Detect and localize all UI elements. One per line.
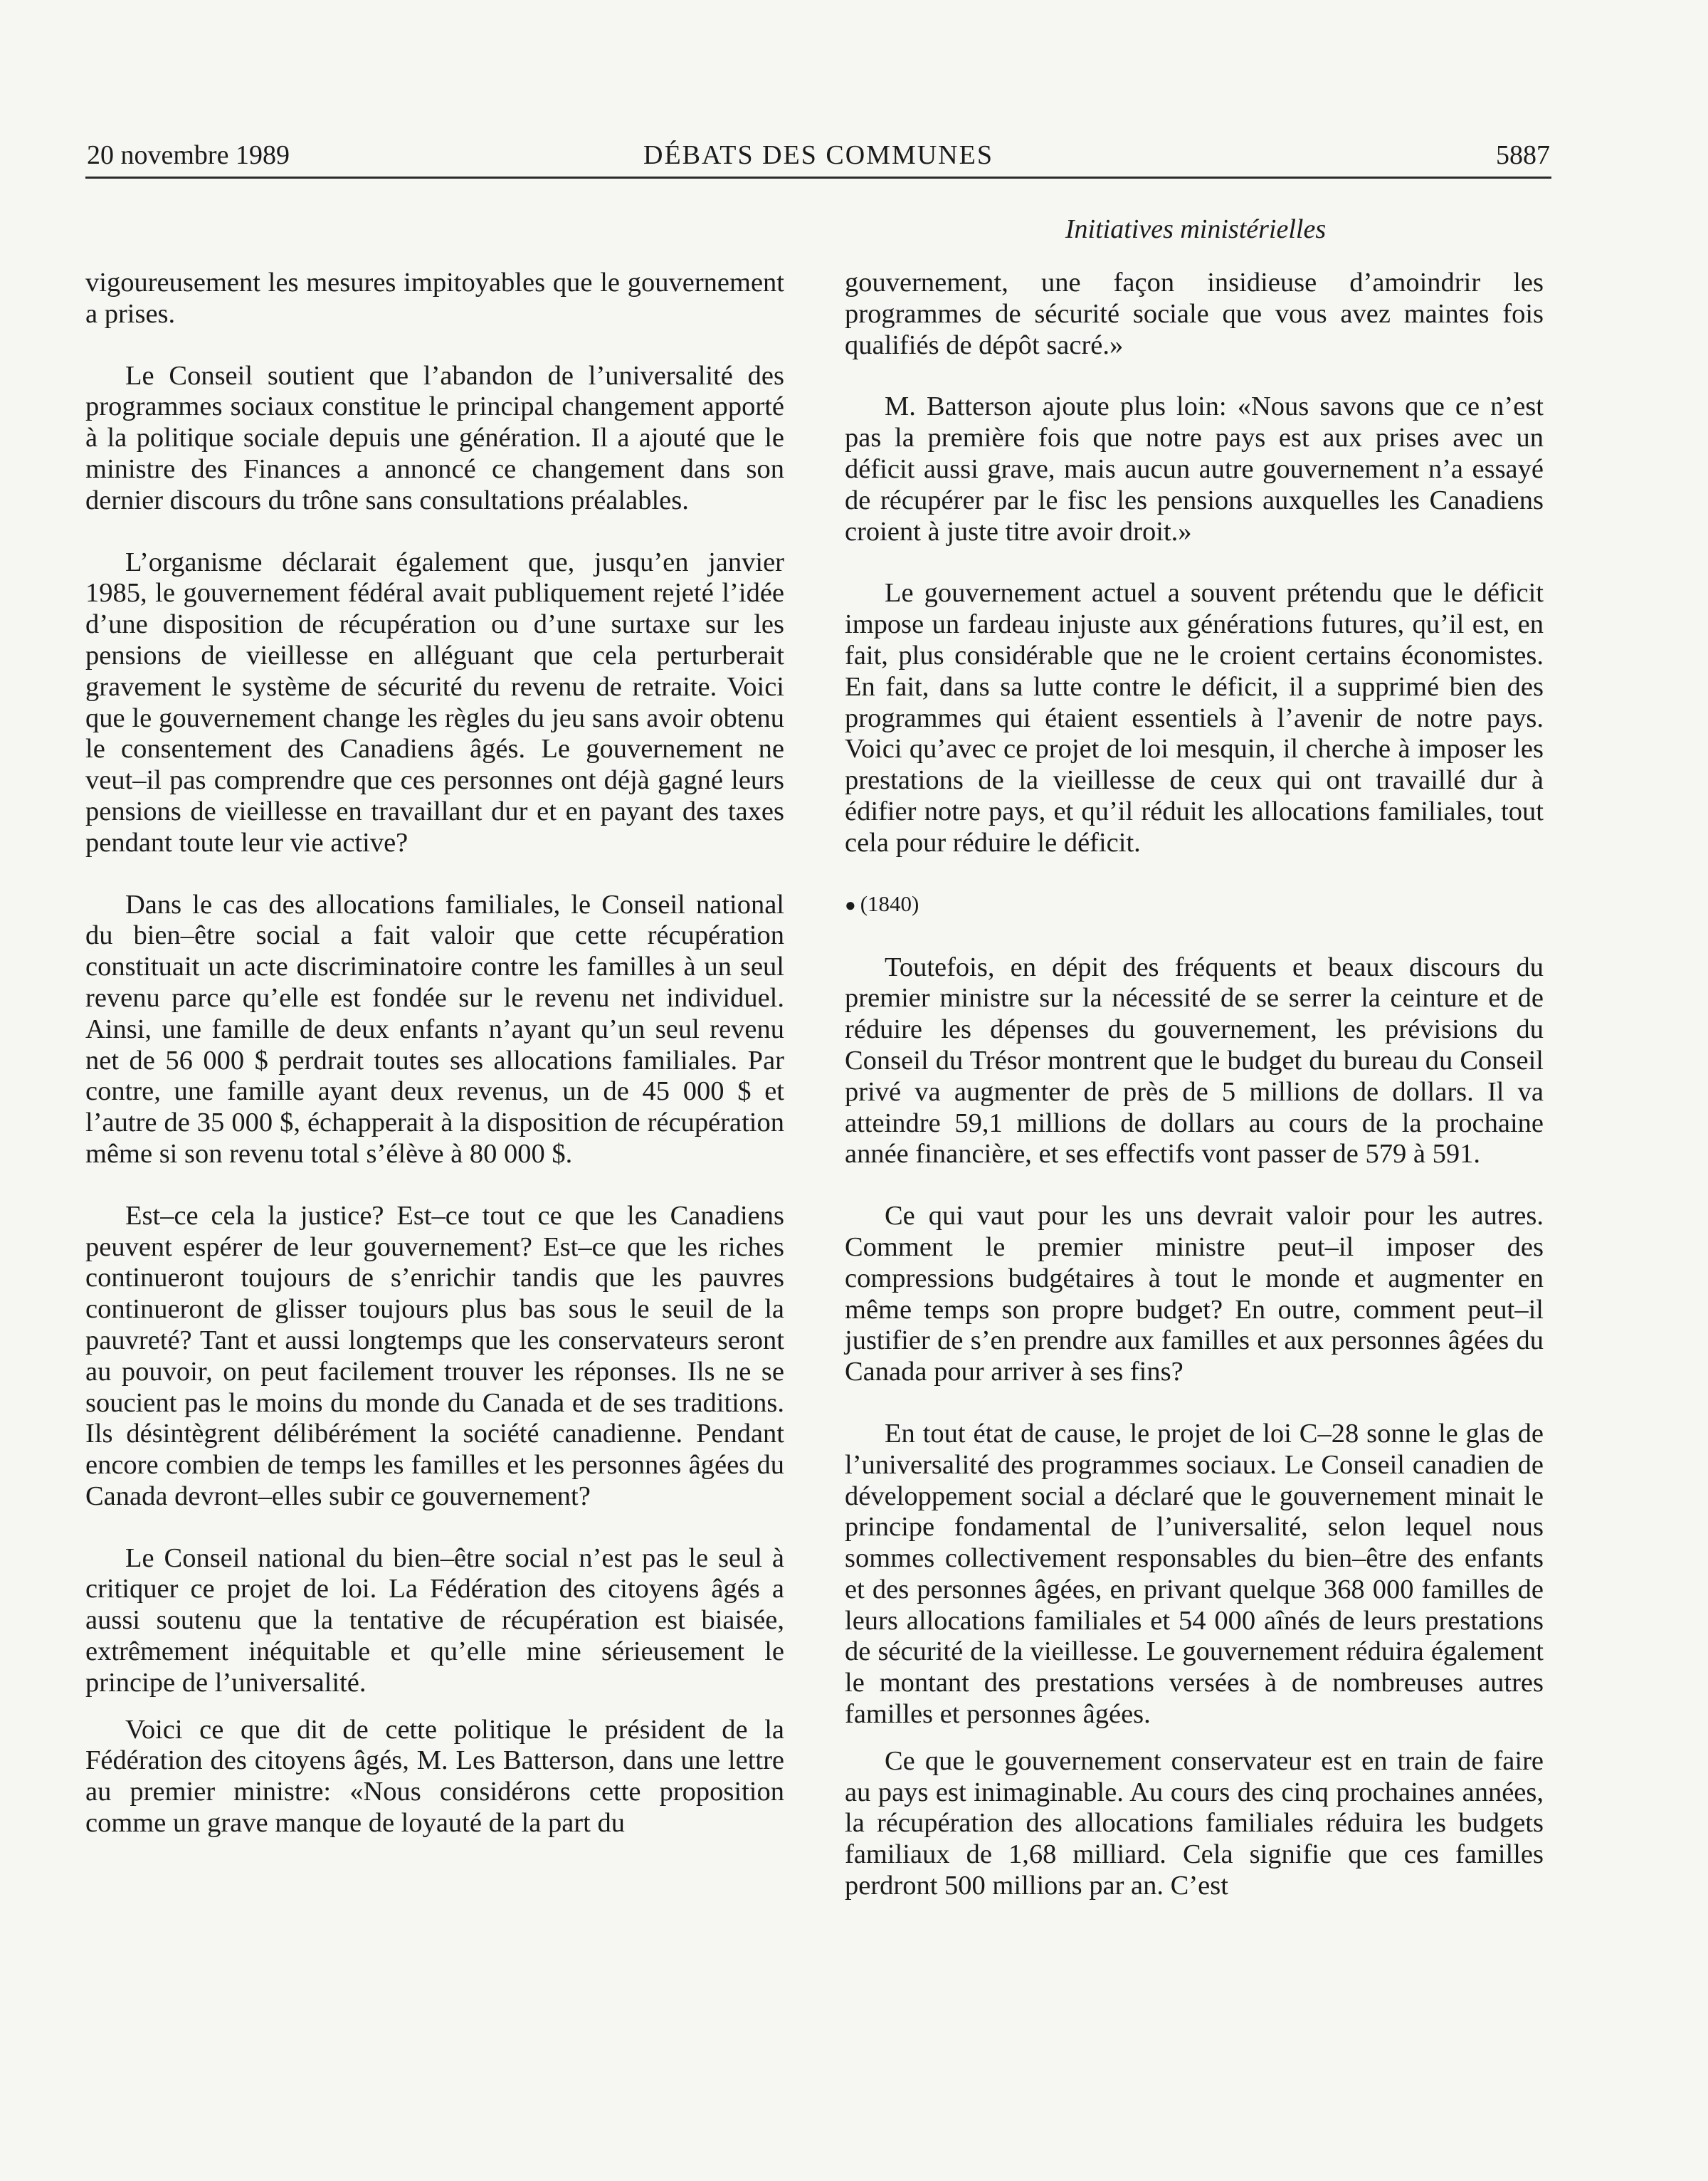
header-title: DÉBATS DES COMMUNES (643, 140, 993, 170)
left-column (85, 268, 784, 1870)
paragraph: Est–ce cela la justice? Est–ce tout ce que les Canadiens peuvent espérer de leur gouvernement? Est–ce que les riches continueront toujours de s’enrichir tandis que les pauvres continueront de glisser toujours plus bas sous le seuil de la pauvreté? Tant et aussi longtemps que les conservateurs seront au pouvoir, on peut facilement trouver les réponses. Ils ne se soucient pas le moins du monde du Canada et de ses traditions. Ils désintègrent délibérément la société canadienne. Pendant encore combien de temps les familles et les personnes âgées du Canada devront–elles subir ce gouvernement? (85, 1200, 784, 1511)
page-number: 5887 (1496, 140, 1550, 170)
paragraph: En tout état de cause, le projet de loi C–28 sonne le glas de l’universalité des programmes sociaux. Le Conseil canadien de développement social a déclaré que le gouvernement minait le principe fondamental de l’universalité, selon lequel nous sommes collectivement responsables du bien–être des enfants et des personnes âgées, en privant quelque 368 000 familles de leurs allocations familiales et 54 000 aînés de leurs prestations de sécurité de la vieillesse. Le gouvernement réduira également le montant des prestations versées à de nombreuses autres familles et personnes âgées. (845, 1418, 1544, 1730)
paragraph: Le Conseil soutient que l’abandon de l’universalité des programmes sociaux constitue le principal changement apporté à la politique sociale depuis une génération. Il a ajouté que le ministre des Finances a annoncé ce changement dans son dernier discours du trône sans consultations préalables. (85, 360, 784, 515)
paragraph: Le gouvernement actuel a souvent prétendu que le déficit impose un fardeau injuste aux générations futures, qu’il est, en fait, plus considérable que ne le croient certains économistes. En fait, dans sa lutte contre le déficit, il a supprimé bien des programmes qui étaient essentiels à l’avenir de notre pays. Voici qu’avec ce projet de loi mesquin, il cherche à imposer les prestations de la vieillesse de ceux qui ont travaillé dur à édifier notre pays, et qu’il réduit les allocations familiales, tout cela pour réduire le déficit. (845, 578, 1544, 858)
paragraph: Voici ce que dit de cette politique le président de la Fédération des citoyens âgés, M. Les Batterson, dans une lettre au premier ministre: «Nous considérons cette proposition comme un grave manque de loyauté de la part du (85, 1714, 784, 1839)
header-date: 20 novembre 1989 (87, 140, 290, 170)
paragraph: Dans le cas des allocations familiales, le Conseil national du bien–être social a fait valoir que cette récupération constituait un acte discriminatoire contre les familles à un seul revenu parce qu’elle est fondée sur le revenu net individuel. Ainsi, une famille de deux enfants n’ayant qu’un seul revenu net de 56 000 $ perdrait toutes ses allocations familiales. Par contre, une famille ayant deux revenus, un de 45 000 $ et l’autre de 35 000 $, échapperait à la disposition de récupération même si son revenu total s’élève à 80 000 $. (85, 889, 784, 1169)
right-column (845, 268, 1544, 1933)
paragraph: gouvernement, une façon insidieuse d’amoindrir les programmes de sécurité sociale que vous avez maintes fois qualifiés de dépôt sacré.» (845, 268, 1544, 360)
time-marker-text: (1840) (860, 890, 919, 916)
bullet-icon: ● (845, 894, 856, 915)
paragraph: Ce que le gouvernement conservateur est en train de faire au pays est inimaginable. Au cours des cinq prochaines années, la récupération des allocations familiales réduira les budgets familiaux de 1,68 milliard. Cela signifie que ces familles perdront 500 millions par an. C’est (845, 1745, 1544, 1901)
paragraph: Le Conseil national du bien–être social n’est pas le seul à critiquer ce projet de loi. La Fédération des citoyens âgés a aussi soutenu que la tentative de récupération est biaisée, extrêmement inéquitable et qu’elle mine sérieusement le principe de l’universalité. (85, 1543, 784, 1698)
time-marker (845, 890, 1544, 920)
paragraph: Toutefois, en dépit des fréquents et beaux discours du premier ministre sur la nécessité de se serrer la ceinture et de réduire les dépenses du gouvernement, les prévisions du Conseil du Trésor montrent que le budget du bureau du Conseil privé va augmenter de près de 5 millions de dollars. Il va atteindre 59,1 millions de dollars au cours de la prochaine année financière, et ses effectifs vont passer de 579 à 591. (845, 952, 1544, 1170)
paragraph: M. Batterson ajoute plus loin: «Nous savons que ce n’est pas la première fois que notre pays est aux prises avec un déficit aussi grave, mais aucun autre gouvernement n’a essayé de récupérer par le fisc les pensions auxquelles les Canadiens croient à juste titre avoir droit.» (845, 391, 1544, 547)
paragraph: vigoureusement les mesures impitoyables que le gouvernement a prises. (85, 268, 784, 329)
paragraph: Ce qui vaut pour les uns devrait valoir pour les autres. Comment le premier ministre peut–il imposer des compressions budgétaires à tout le monde et augmenter en même temps son propre budget? En outre, comment peut–il justifier de s’en prendre aux familles et aux personnes âgées du Canada pour arriver à ses fins? (845, 1201, 1544, 1387)
running-header (85, 140, 1551, 179)
paragraph: L’organisme déclarait également que, jusqu’en janvier 1985, le gouvernement fédéral avait publiquement rejeté l’idée d’une disposition de récupération ou d’une surtaxe sur les pensions de vieillesse en alléguant que cela perturberait gravement le système de sécurité du revenu de retraite. Voici que le gouvernement change les règles du jeu sans avoir obtenu le consentement des Canadiens âgés. Le gouvernement ne veut–il pas comprendre que ces personnes ont déjà gagné leurs pensions de vieillesse en travaillant dur et en payant des taxes pendant toute leur vie active? (85, 547, 784, 858)
section-label: Initiatives ministérielles (1065, 214, 1327, 244)
